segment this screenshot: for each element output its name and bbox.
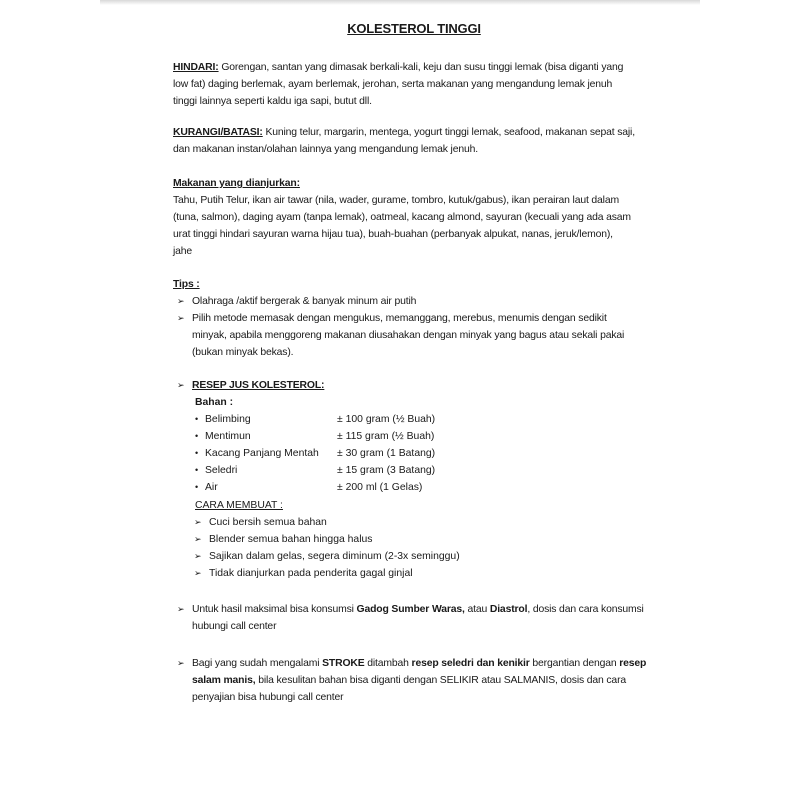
arrow-bullet-icon: ➢ — [177, 313, 185, 323]
kurangi-line-1-text: Kuning telur, margarin, mentega, yogurt tinggi lemak, seafood, makanan sepat saji, — [265, 127, 635, 138]
tip-item-1 — [177, 293, 655, 310]
note-stroke-text-d: bergantian dengan — [529, 658, 620, 669]
note-gadog-text-d: , dosis dan cara konsumsi — [527, 604, 644, 615]
ingredient-name: Seledri — [205, 465, 238, 476]
step-item — [194, 531, 494, 548]
ingredient-name: Kacang Panjang Mentah — [205, 448, 319, 459]
note-stroke-line-1 — [192, 655, 655, 672]
document-page — [173, 0, 655, 800]
arrow-bullet-icon: ➢ — [194, 517, 202, 527]
note-stroke — [177, 655, 655, 706]
dot-bullet-icon: • — [195, 465, 199, 475]
note-stroke-text-c: ditambah — [364, 658, 412, 669]
resep-heading — [177, 377, 655, 394]
ingredient-qty: ± 100 gram (½ Buah) — [337, 414, 436, 425]
bahan-label: Bahan : — [195, 397, 234, 408]
note-gadog-text-c: atau — [464, 604, 490, 615]
ingredient-name: Air — [205, 482, 218, 493]
arrow-bullet-icon: ➢ — [194, 534, 202, 544]
tips-label: Tips : — [173, 279, 200, 290]
hindari-line-1 — [173, 59, 655, 76]
product-diastrol: Diastrol — [489, 604, 528, 615]
dianjurkan-line-2: (tuna, salmon), daging ayam (tanpa lemak), oatmeal, kacang almond, sayuran (kecuali yang ada asam — [173, 212, 631, 223]
note-stroke-text — [192, 655, 655, 706]
hindari-line-1-text: Gorengan, santan yang dimasak berkali-kali, keju dan susu tinggi lemak (bisa diganti yang — [221, 62, 624, 73]
section-dianjurkan — [173, 175, 655, 260]
ingredient-row — [195, 462, 495, 479]
tip-item-2-line-3: (bukan minyak bekas). — [192, 347, 294, 358]
arrow-bullet-icon: ➢ — [177, 296, 185, 306]
dot-bullet-icon: • — [195, 431, 199, 441]
product-gadog: Gadog Sumber Waras, — [356, 604, 465, 615]
hindari-line-2: low fat) daging berlemak, ayam berlemak, jerohan, serta makanan yang mengandung lemak jenuh — [173, 79, 613, 90]
arrow-bullet-icon: ➢ — [194, 568, 202, 578]
step-item — [194, 548, 494, 565]
hindari-label: HINDARI: — [173, 62, 219, 73]
hindari-line-3: tinggi lainnya seperti kaldu iga sapi, butut dll. — [173, 96, 372, 107]
section-kurangi — [173, 124, 655, 158]
note-gadog-line-2: hubungi call center — [192, 621, 277, 632]
ingredient-row — [195, 428, 495, 445]
dianjurkan-label: Makanan yang dianjurkan: — [173, 178, 300, 189]
step-text: Sajikan dalam gelas, segera diminum (2-3x seminggu) — [209, 551, 460, 562]
section-hindari — [173, 59, 655, 110]
dianjurkan-line-4: jahe — [173, 246, 193, 257]
ingredient-name: Mentimun — [205, 431, 251, 442]
note-stroke-salam-manis: salam manis, — [192, 675, 256, 686]
note-gadog-line-1 — [192, 601, 655, 618]
note-stroke-stroke: STROKE — [322, 658, 365, 669]
note-stroke-line-3: penyajian bisa hubungi call center — [192, 692, 344, 703]
note-gadog-text — [192, 601, 655, 635]
note-gadog — [177, 601, 655, 635]
ingredient-row — [195, 411, 495, 428]
tip-item-2-line-1: Pilih metode memasak dengan mengukus, memanggang, merebus, menumis dengan sedikit — [192, 313, 607, 324]
ingredient-qty: ± 15 gram (3 Batang) — [337, 465, 436, 476]
document-title: KOLESTEROL TINGGI — [347, 21, 481, 36]
ingredient-name: Belimbing — [205, 414, 251, 425]
ingredient-qty: ± 115 gram (½ Buah) — [337, 431, 435, 442]
step-text: Tidak dianjurkan pada penderita gagal ginjal — [209, 568, 413, 579]
note-stroke-text-a: Bagi yang sudah mengalami — [192, 658, 323, 669]
arrow-bullet-icon: ➢ — [177, 658, 185, 668]
ingredient-row — [195, 479, 495, 496]
ingredient-qty: ± 200 ml (1 Gelas) — [337, 482, 423, 493]
tip-item-2-text — [192, 310, 655, 361]
arrow-bullet-icon: ➢ — [177, 604, 185, 614]
dianjurkan-line-3: urat tinggi hindari sayuran warna hijau tua), buah-buahan (perbanyak alpukat, nanas, jeruk/lemon), — [173, 229, 613, 240]
tips-label-row — [173, 276, 655, 293]
cara-membuat-label: CARA MEMBUAT : — [195, 500, 283, 511]
ingredient-qty: ± 30 gram (1 Batang) — [337, 448, 436, 459]
arrow-bullet-icon: ➢ — [177, 380, 185, 390]
step-item — [194, 514, 494, 531]
resep-label: RESEP JUS KOLESTEROL: — [192, 380, 325, 391]
note-stroke-text-e: bila kesulitan bahan bisa diganti dengan SELIKIR atau SALMANIS, dosis dan cara — [255, 675, 627, 686]
kurangi-label: KURANGI/BATASI: — [173, 127, 263, 138]
ingredient-row — [195, 445, 495, 462]
note-stroke-resep: resep — [619, 658, 647, 669]
dot-bullet-icon: • — [195, 482, 199, 492]
kurangi-line-1 — [173, 124, 655, 141]
step-text: Cuci bersih semua bahan — [209, 517, 327, 528]
kurangi-line-2: dan makanan instan/olahan lainnya yang mengandung lemak jenuh. — [173, 144, 478, 155]
note-stroke-line-2 — [192, 672, 655, 689]
note-gadog-text-a: Untuk hasil maksimal bisa konsumsi — [192, 604, 357, 615]
tip-item-1-text: Olahraga /aktif bergerak & banyak minum air putih — [192, 296, 417, 307]
tip-item-2-line-2: minyak, apabila menggoreng makanan diusahakan dengan minyak yang bagus atau sekali pakai — [192, 330, 625, 341]
dianjurkan-line-1: Tahu, Putih Telur, ikan air tawar (nila, wader, gurame, tombro, kutuk/gabus), ikan perairan laut dalam — [173, 195, 619, 206]
dot-bullet-icon: • — [195, 414, 199, 424]
note-stroke-resep-seledri: resep seledri dan kenikir — [411, 658, 530, 669]
tip-item-2 — [177, 310, 655, 361]
arrow-bullet-icon: ➢ — [194, 551, 202, 561]
step-text: Blender semua bahan hingga halus — [209, 534, 373, 545]
step-item — [194, 565, 494, 582]
dot-bullet-icon: • — [195, 448, 199, 458]
